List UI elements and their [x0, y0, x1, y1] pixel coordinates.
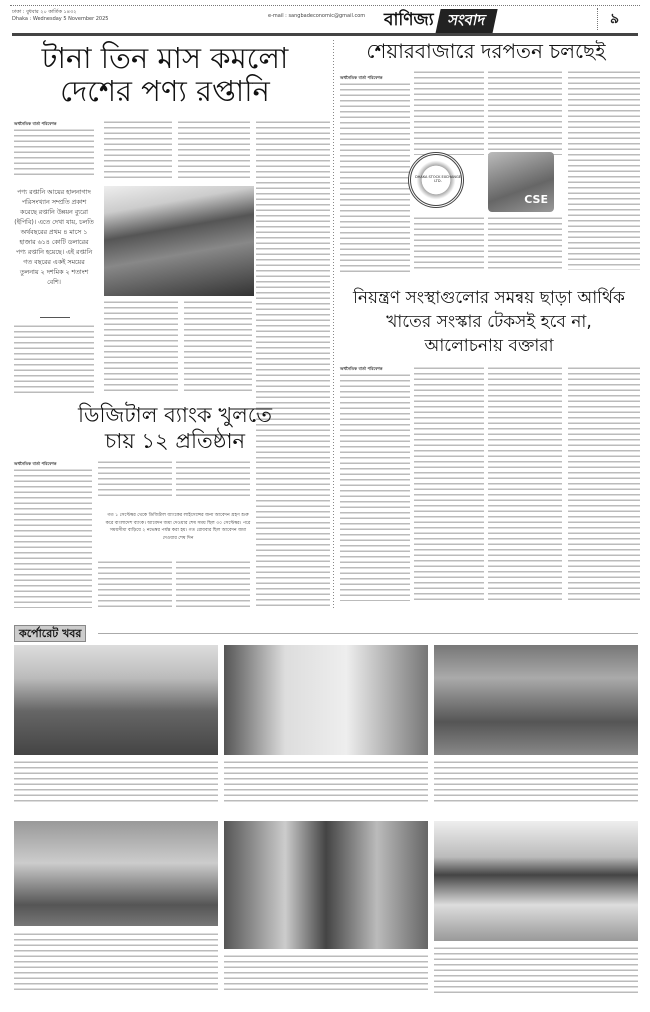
email-address: e-mail : sangbadeconomic@gmail.com [268, 13, 366, 19]
photo-cheque-handover [14, 821, 218, 926]
export-headline-line1: টানা তিন মাস কমলো [41, 41, 289, 75]
regulators-col4 [568, 366, 640, 601]
sharemarket-col2b [414, 216, 484, 272]
regulators-headline-line1: নিয়ন্ত্রণ সংস্থাগুলোর সমন্বয় ছাড়া আর্থিক [353, 288, 625, 308]
regulators-col1 [340, 373, 410, 601]
sharemarket-col3b [488, 216, 562, 272]
export-body-col3 [178, 120, 250, 180]
sharemarket-col4 [568, 70, 640, 270]
page-number: ৯ [610, 11, 620, 27]
container-ship-photo [104, 186, 254, 296]
corporate-section-label: কর্পোরেট খবর [14, 625, 86, 642]
top-dotted-rule [10, 5, 640, 6]
divider [597, 8, 598, 30]
digitalbank-col2 [98, 460, 172, 496]
regulators-col2 [414, 366, 484, 601]
date-english: Dhaka : Wednesday 5 November 2025 [12, 16, 109, 22]
digitalbank-col2b [98, 560, 172, 608]
logo-part1: বাণিজ্য [384, 10, 434, 30]
digitalbank-col1 [14, 468, 92, 608]
photo-prize-handover [224, 821, 428, 949]
corporate-section-header [14, 622, 86, 644]
digitalbank-col4 [256, 460, 330, 608]
corporate-rule [98, 633, 638, 634]
export-headline-line2: দেশের পণ্য রপ্তানি [60, 74, 270, 109]
caption-6 [434, 946, 638, 994]
sharemarket-headline: শেয়ারবাজারে দরপতন চলছেই [366, 39, 606, 63]
photo-group-event [14, 645, 218, 755]
caption-2 [224, 760, 428, 804]
caption-4 [14, 932, 218, 992]
digitalbank-pull-quote: গত ১ সেপ্টেম্বর থেকে ডিজিটাল ব্যাংকের লাইসেন্সের জন্য আবেদন গ্রহণ শুরু করে বাংলাদেশ ব্যাংক। আবেদন জমা দেওয়ার শেষ সময় ছিল ৩০ সেপ্টেম্বর। পরে সময়সীমা বাড়িয়ে ২ নভেম্বর পর্যন্ত করা হয়। গত রোববার ছিল আবেদন জমা দেওয়ার শেষ দিন [105, 513, 251, 541]
digitalbank-byline: অর্থনৈতিক বার্তা পরিবেশক [14, 461, 57, 466]
export-body-col2 [104, 120, 172, 180]
export-body-col3b [184, 300, 252, 394]
cse-logo-text: CSE [524, 193, 548, 206]
dse-logo-text: DHAKA STOCK EXCHANGE LTD. [415, 175, 461, 183]
digitalbank-col3 [176, 460, 250, 496]
sharemarket-col3 [488, 70, 562, 155]
cse-logo [488, 152, 554, 212]
export-headline [20, 42, 310, 109]
photo-officials-group [434, 645, 638, 755]
sharemarket-byline: অর্থনৈতিক বার্তা পরিবেশক [340, 75, 383, 80]
digitalbank-col3b [176, 560, 250, 608]
digitalbank-headline-line2: চায় ১২ প্রতিষ্ঠান [104, 429, 246, 453]
regulators-headline-line3: আলোচনায় বক্তারা [424, 336, 554, 356]
digitalbank-headline [40, 402, 310, 454]
photo-car-launch [224, 645, 428, 755]
export-body-col1-bottom [14, 324, 94, 394]
export-body-col2b [104, 300, 178, 394]
dateline [12, 9, 108, 23]
column-divider [333, 40, 334, 610]
newspaper-logo [384, 7, 495, 35]
digitalbank-headline-line1: ডিজিটাল ব্যাংক খুলতে [77, 403, 273, 427]
regulators-headline-line2: খাতের সংস্কার টেকসই হবে না, [386, 312, 592, 332]
sharemarket-col2 [414, 70, 484, 155]
sharemarket-col1 [340, 82, 410, 272]
pull-quote-rule [40, 317, 70, 318]
caption-3 [434, 760, 638, 804]
export-body-col4 [256, 120, 330, 514]
regulators-col3 [488, 366, 562, 601]
date-bangla: ঢাকা : বুধবার ২০ কার্তিক ১৪৩২ [12, 9, 77, 15]
dse-logo [408, 152, 464, 208]
masthead-rule [12, 33, 638, 36]
caption-1 [14, 760, 218, 804]
export-body-col1-top [14, 128, 94, 176]
regulators-byline: অর্থনৈতিক বার্তা পরিবেশক [340, 366, 383, 371]
logo-part2: সংবাদ [435, 9, 497, 34]
export-pull-quote: পণ্য রপ্তানি আয়ের হালনাগাদ পরিসংখ্যান সম্প্রতি প্রকাশ করেছে রপ্তানি উন্নয়ন ব্যুরো (ইপিবি)। এতে দেখা যায়, চলতি অর্থবছরের প্রথম ৪ মাসে ১ হাজার ৬১৪ কোটি ডলারের পণ্য রপ্তানি হয়েছে। এই রপ্তানি গত বছরের একই সময়ের তুলনায় ২ দশমিক ২ শতাংশ বেশি। [14, 189, 94, 286]
photo-seminar-dais [434, 821, 638, 941]
export-byline: অর্থনৈতিক বার্তা পরিবেশক [14, 121, 57, 126]
regulators-headline [336, 286, 642, 358]
caption-5 [224, 954, 428, 994]
